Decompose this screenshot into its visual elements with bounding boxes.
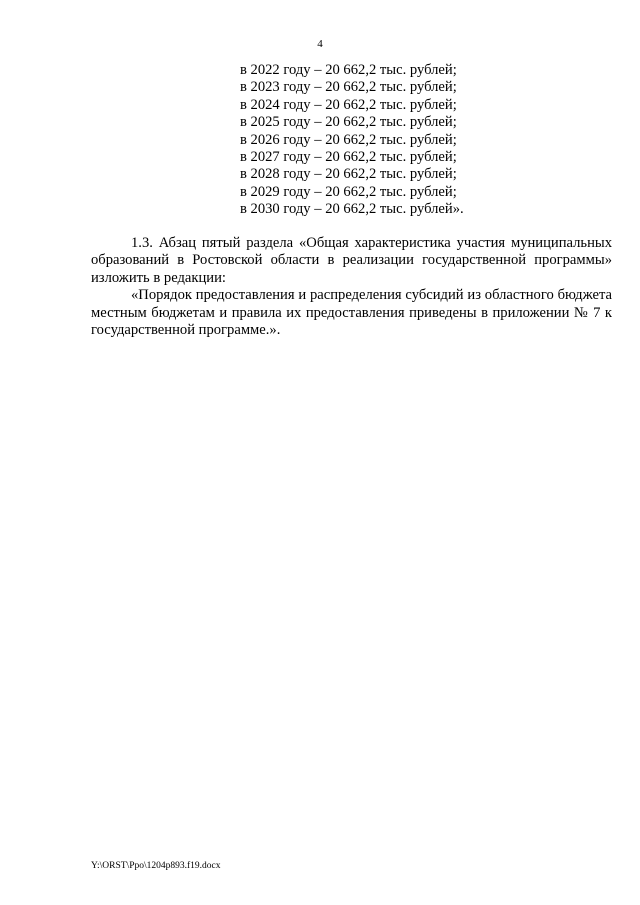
funding-line-2025: в 2025 году – 20 662,2 тыс. рублей;: [240, 114, 457, 131]
funding-line-2030: в 2030 году – 20 662,2 тыс. рублей».: [240, 201, 464, 218]
funding-line-2022: в 2022 году – 20 662,2 тыс. рублей;: [240, 62, 457, 78]
funding-list: [240, 62, 540, 219]
footer-file-path: Y:\ORST\Ppo\1204p893.f19.docx: [91, 861, 221, 871]
amendment-new-text: «Порядок предоставления и распределения субсидий из областного бюджета местным бюджетам и правила их предоставления приведены в приложении № 7 к государственной программе.».: [91, 287, 612, 339]
amendment-block: [91, 235, 612, 339]
page-number: 4: [317, 38, 323, 50]
funding-line-2026: в 2026 году – 20 662,2 тыс. рублей;: [240, 131, 457, 148]
funding-line-2023: в 2023 году – 20 662,2 тыс. рублей;: [240, 79, 457, 96]
funding-line-2028: в 2028 году – 20 662,2 тыс. рублей;: [240, 166, 457, 183]
funding-line-2027: в 2027 году – 20 662,2 тыс. рублей;: [240, 149, 457, 166]
funding-line-2029: в 2029 году – 20 662,2 тыс. рублей;: [240, 183, 457, 200]
funding-line-2024: в 2024 году – 20 662,2 тыс. рублей;: [240, 96, 457, 113]
amendment-paragraph-1-3: 1.3. Абзац пятый раздела «Общая характеристика участия муниципальных образований в Ростовской области в реализации государственной программы» изложить в редакции:: [91, 235, 612, 286]
